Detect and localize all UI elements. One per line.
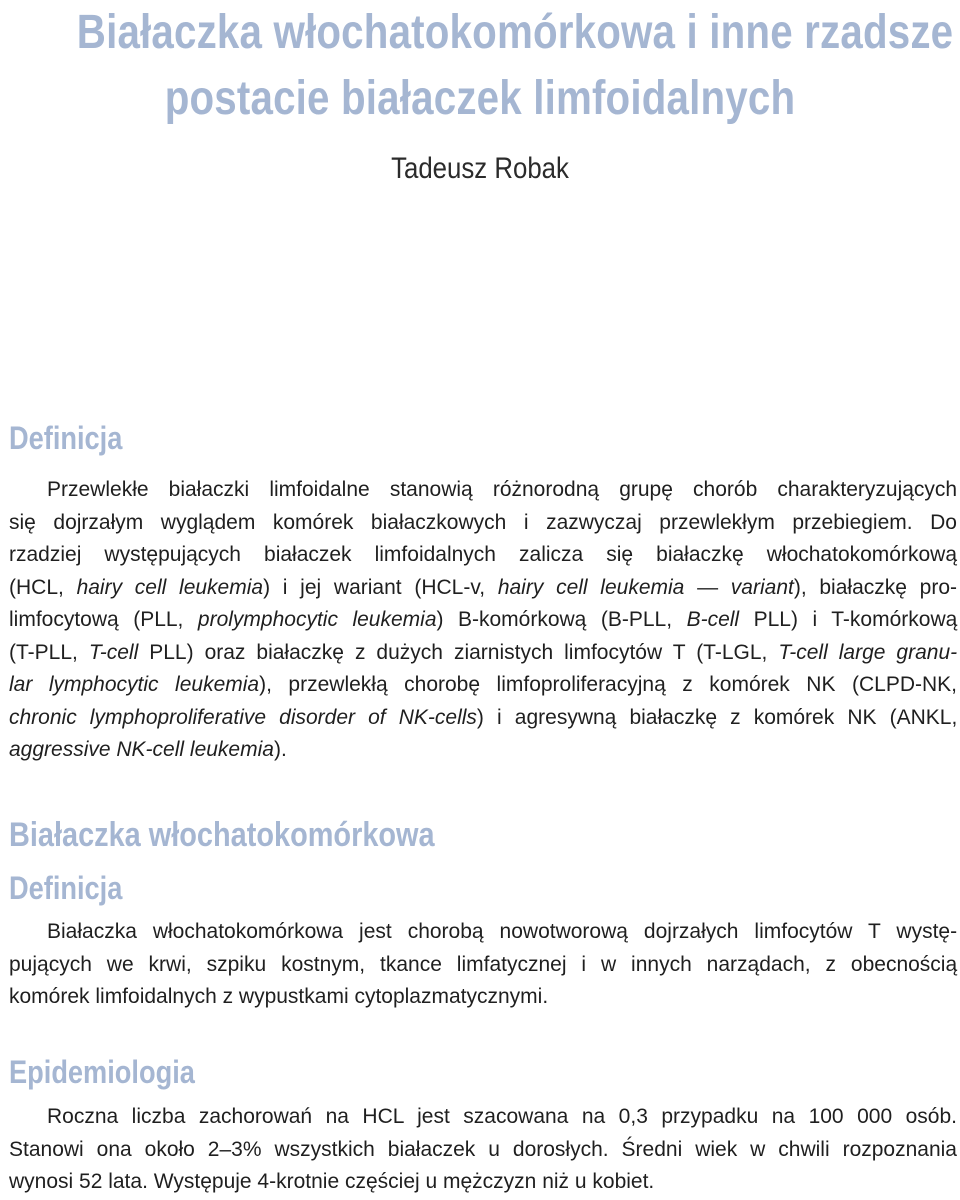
paragraph-line: chronic lymphoproliferative disorder of NK-cells) i agresywną białaczkę z komórek NK (ANKL, xyxy=(9,705,958,729)
page-title xyxy=(76,0,954,132)
paragraph-line: Roczna liczba zachorowań na HCL jest szacowana na 0,3 przypadku na 100 000 osób. xyxy=(47,1105,957,1128)
paragraph-line: lar lymphocytic leukemia), przewlekłą chorobę limfoproliferacyjną z komórek NK (CLPD-NK, xyxy=(9,673,957,696)
section-epidemiologia-paragraph xyxy=(9,1101,957,1199)
paragraph-line: limfocytową (PLL, prolymphocytic leukemia) B-komórkową (B-PLL, B-cell PLL) i T-komórkową xyxy=(9,608,958,631)
paragraph-line: (T-PLL, T-cell PLL) oraz białaczkę z dużych ziarnistych limfocytów T (T-LGL, T-cell large granu- xyxy=(9,640,958,664)
paragraph-line: komórek limfoidalnych z wypustkami cytoplazmatycznymi. xyxy=(9,985,549,1008)
paragraph-line: pujących we krwi, szpiku kostnym, tkance limfatycznej i w innych narządach, z obecnością xyxy=(9,952,958,976)
section-definicja-paragraph xyxy=(9,474,957,767)
section-heading-bialaczka-wlochatokomorkowa: Białaczka włochatokomórkowa xyxy=(9,816,435,854)
author: Tadeusz Robak xyxy=(391,152,569,185)
section-hcl-definicja-paragraph xyxy=(9,916,957,1014)
paragraph-line: się dojrzałym wyglądem komórek białaczkowych i zazwyczaj przewlekłym przebiegiem. Do xyxy=(9,510,957,534)
paragraph-line: aggressive NK-cell leukemia). xyxy=(9,738,287,761)
section-heading-definicja: Definicja xyxy=(9,420,123,456)
paragraph-line: Stanowi ona około 2–3% wszystkich białaczek u dorosłych. Średni wiek w chwili rozpoznania xyxy=(9,1137,957,1161)
title-line-1: Białaczka włochatokomórkowa i inne rzadsze xyxy=(76,6,954,59)
paragraph-line: Białaczka włochatokomórkowa jest chorobą nowotworową dojrzałych limfocytów T wystę- xyxy=(47,920,958,943)
paragraph-line: wynosi 52 lata. Występuje 4-krotnie częściej u mężczyzn niż u kobiet. xyxy=(9,1170,655,1193)
subsection-heading-definicja: Definicja xyxy=(9,870,123,906)
paragraph-line: (HCL, hairy cell leukemia) i jej wariant (HCL-v, hairy cell leukemia — variant), białaczkę pro- xyxy=(9,575,957,599)
subsection-heading-epidemiologia: Epidemiologia xyxy=(9,1054,195,1090)
title-line-2: postacie białaczek limfoidalnych xyxy=(164,72,796,125)
paragraph-line: rzadziej występujących białaczek limfoidalnych zalicza się białaczkę włochatokomórkową xyxy=(9,543,957,566)
paragraph-line: Przewlekłe białaczki limfoidalne stanowią różnorodną grupę chorób charakteryzujących xyxy=(47,478,958,501)
